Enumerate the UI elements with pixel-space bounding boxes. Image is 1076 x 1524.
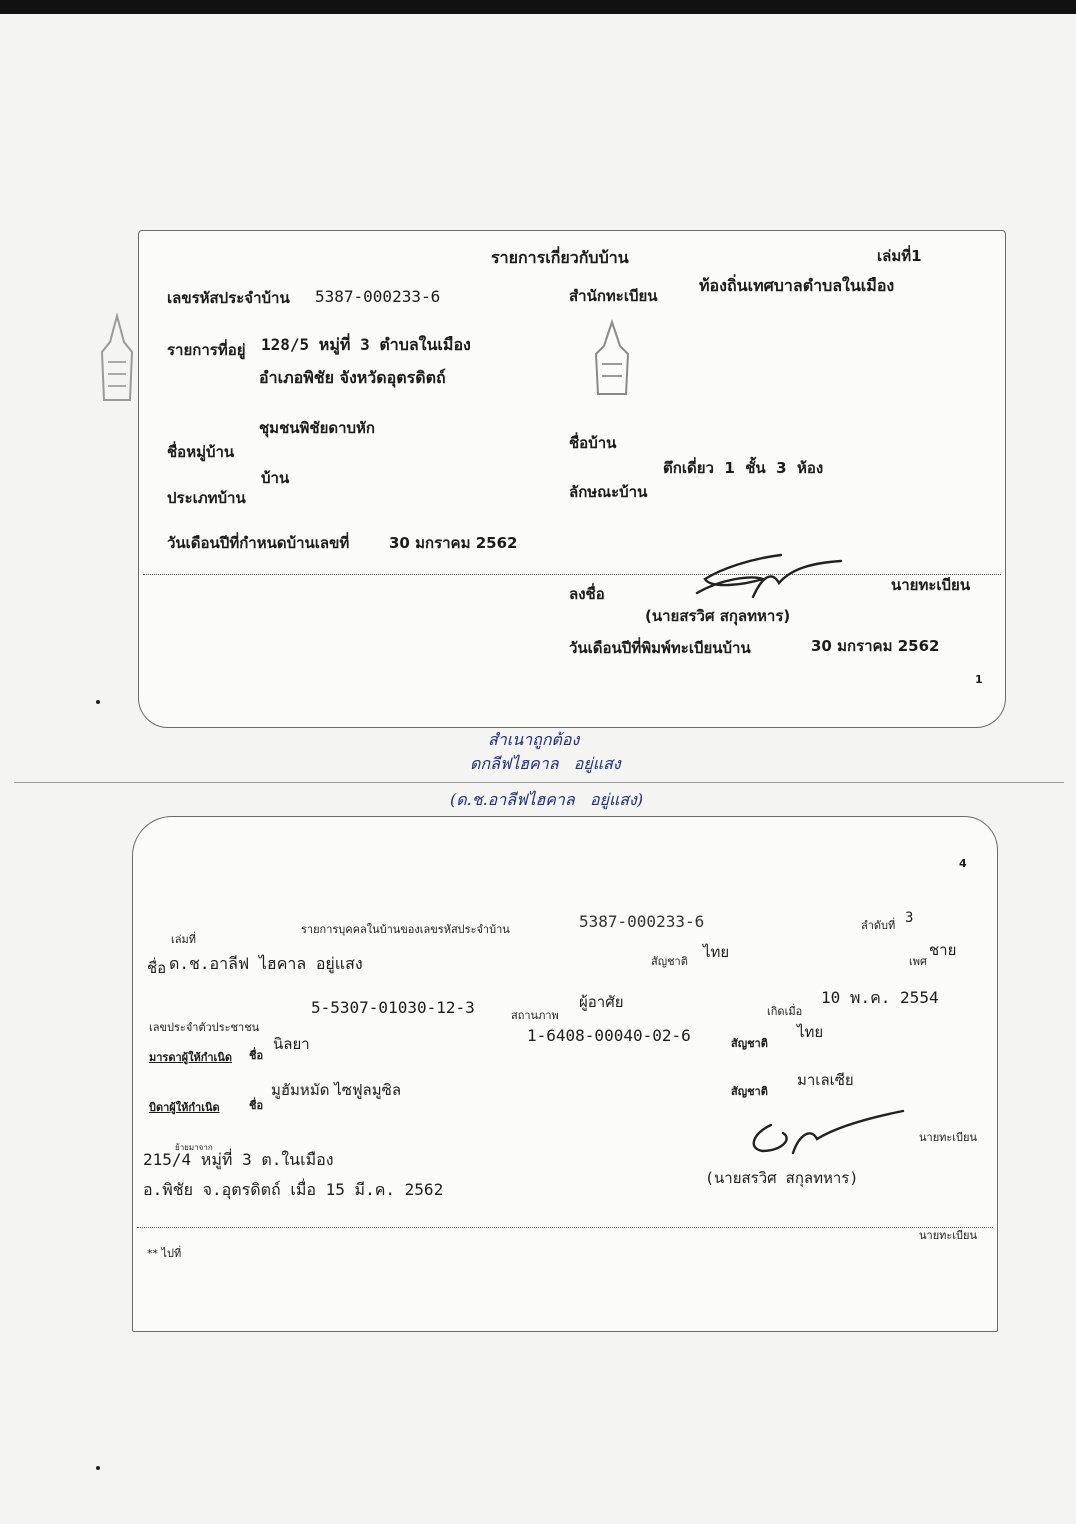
registrar-signature — [691, 549, 851, 603]
house-code-value: 5387-000233-6 — [315, 287, 441, 306]
mother-name-label: ชื่อ — [249, 1049, 264, 1062]
divider — [137, 1227, 993, 1228]
scan-top-edge — [0, 0, 1076, 14]
page-number: 1 — [975, 673, 983, 686]
print-date-label: วันเดือนปีที่พิมพ์ทะเบียนบ้าน — [569, 639, 751, 657]
name-label: ชื่อ — [147, 959, 167, 977]
house-code-label: เลขรหัสประจำบ้าน — [167, 289, 290, 307]
status-value: ผู้อาศัย — [579, 993, 624, 1011]
certified-copy-signature: ดกลีฟไฮคาล อยู่แสง — [470, 754, 621, 773]
registrar-name: (นายสรวิศ สกุลทหาร) — [645, 607, 791, 625]
moved-from-label: ย้ายมาจาก — [175, 1143, 213, 1152]
registrar-signature — [733, 1105, 913, 1165]
registrar-title: นายทะเบียน — [919, 1131, 978, 1144]
person-house-code: 5387-000233-6 — [579, 912, 705, 931]
house-type-value: บ้าน — [261, 469, 290, 487]
house-card-title: รายการเกี่ยวกับบ้าน — [491, 248, 629, 267]
moved-from-line-1: 215/4 หมู่ที่ 3 ต.ในเมือง — [143, 1150, 334, 1169]
nationality-label: สัญชาติ — [651, 955, 688, 968]
sequence-label: ลำดับที่ — [861, 919, 896, 932]
page-number: 4 — [959, 857, 967, 870]
house-style-label: ลักษณะบ้าน — [569, 483, 648, 501]
father-name-label: ชื่อ — [249, 1099, 264, 1112]
house-style-value: ตึกเดี่ยว 1 ชั้น 3 ห้อง — [663, 459, 824, 477]
village-name-label: ชื่อหมู่บ้าน — [167, 443, 235, 461]
citizen-id: 5-5307-01030-12-3 — [311, 998, 475, 1017]
book-no-label: เล่มที่ — [171, 933, 197, 946]
moved-from-line-2: อ.พิชัย จ.อุตรดิตถ์ เมื่อ 15 มี.ค. 2562 — [143, 1180, 444, 1199]
house-type-label: ประเภทบ้าน — [167, 489, 246, 507]
scan-speck — [96, 700, 100, 704]
scan-speck — [96, 1466, 100, 1470]
sex-label: เพศ — [909, 955, 927, 968]
mother-nationality: ไทย — [797, 1023, 824, 1041]
address-line-1: 128/5 หมู่ที่ 3 ตำบลในเมือง — [261, 335, 471, 354]
number-date-value: 30 มกราคม 2562 — [389, 534, 518, 552]
house-details-card — [138, 230, 1006, 728]
sex-value: ชาย — [929, 941, 957, 959]
house-name-label: ชื่อบ้าน — [569, 434, 617, 452]
registry-office-label: สำนักทะเบียน — [569, 287, 658, 305]
status-label: สถานภาพ — [511, 1009, 559, 1022]
father-nationality: มาเลเซีย — [797, 1071, 854, 1089]
divider — [143, 574, 1001, 575]
father-nationality-label: สัญชาติ — [731, 1085, 768, 1098]
registrar-name: (นายสรวิศ สกุลทหาร) — [705, 1169, 859, 1187]
page-fold-line — [14, 782, 1064, 783]
address-line-2: อำเภอพิชัย จังหวัดอุตรดิตถ์ — [259, 368, 446, 387]
certified-copy-name: (ด.ช.อาลีฟไฮคาล อยู่แสง) — [450, 790, 644, 809]
sequence-value: 3 — [905, 910, 914, 926]
mother-nationality-label: สัญชาติ — [731, 1037, 768, 1050]
birth-date: 10 พ.ค. 2554 — [821, 988, 939, 1007]
book-number: เล่มที่1 — [877, 247, 922, 265]
id-label: เลขประจำตัวประชาชน — [149, 1021, 260, 1034]
moved-to-label: ** ไปที่ — [147, 1247, 182, 1260]
number-date-label: วันเดือนปีที่กำหนดบ้านเลขที่ — [167, 534, 350, 552]
village-name-value: ชุมชนพิชัยดาบหัก — [259, 419, 376, 437]
mother-name: นิลยา — [273, 1035, 310, 1053]
print-date-value: 30 มกราคม 2562 — [811, 637, 940, 655]
registry-seal-stamp — [584, 318, 640, 398]
registrar-title-2: นายทะเบียน — [919, 1229, 978, 1242]
registry-office-value: ท้องถิ่นเทศบาลตำบลในเมือง — [699, 276, 895, 295]
sign-label: ลงชื่อ — [569, 585, 605, 603]
father-name: มูฮัมหมัด ไซฟูลมูซิล — [271, 1081, 402, 1099]
registry-seal-stamp — [92, 312, 142, 404]
address-label: รายการที่อยู่ — [167, 341, 246, 359]
registrar-title: นายทะเบียน — [891, 576, 971, 594]
nationality-value: ไทย — [703, 943, 730, 961]
mother-id: 1-6408-00040-02-6 — [527, 1026, 691, 1045]
certified-copy-note: สำเนาถูกต้อง — [488, 730, 580, 749]
persons-title: รายการบุคคลในบ้านของเลขรหัสประจำบ้าน — [301, 923, 510, 936]
person-name: ด.ช.อาลีฟ ไฮคาล อยู่แสง — [169, 954, 363, 973]
mother-label: มารดาผู้ให้กำเนิด — [149, 1051, 232, 1064]
birth-label: เกิดเมื่อ — [767, 1005, 803, 1018]
person-details-card — [132, 816, 998, 1332]
father-label: บิดาผู้ให้กำเนิด — [149, 1101, 220, 1114]
